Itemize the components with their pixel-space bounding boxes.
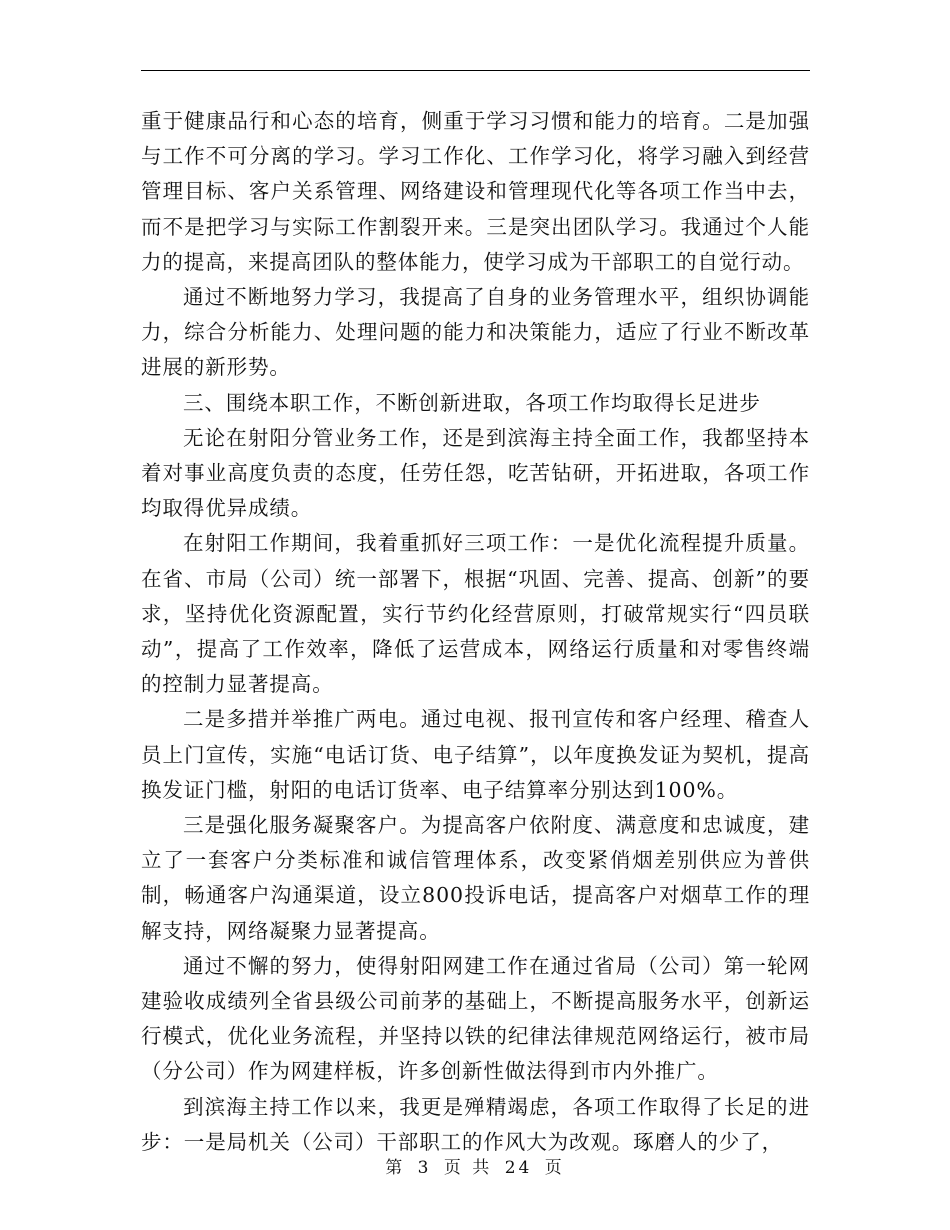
paragraph-8: 通过不懈的努力，使得射阳网建工作在通过省局（公司）第一轮网建验收成绩列全省县级公司前茅的基础上，不断提高服务水平，创新运行模式，优化业务流程，并坚持以铁的纪律法律规范网络运行，被市局（分公司）作为网建样板，许多创新性做法得到市内外推广。 — [141, 953, 810, 1084]
document-body — [141, 104, 810, 1160]
paragraph-6: 二是多措并举推广两电。通过电视、报刊宣传和客户经理、稽查人员上门宣传，实施“电话订货、电子结算”，以年度换发证为契机，提高换发证门槛，射阳的电话订货率、电子结算率分别达到100%。 — [141, 707, 810, 802]
page-footer — [0, 1153, 950, 1178]
paragraph-7: 三是强化服务凝聚客户。为提高客户依附度、满意度和忠诚度，建立了一套客户分类标准和诚信管理体系，改变紧俏烟差别供应为普供制，畅通客户沟通渠道，设立800投诉电话，提高客户对烟草工作的理解支持，网络凝聚力显著提高。 — [141, 813, 810, 943]
paragraph-9: 到滨海主持工作以来，我更是殚精竭虑，各项工作取得了长足的进步：一是局机关（公司）干部职工的作风大为改观。琢磨人的少了， — [141, 1094, 810, 1154]
footer-middle: 页 共 — [443, 1158, 493, 1178]
footer-page-number: 3 — [417, 1158, 432, 1178]
section-heading-3: 三、围绕本职工作，不断创新进取，各项工作均取得长足进步 — [183, 390, 761, 415]
paragraph-1: 重于健康品行和心态的培育，侧重于学习习惯和能力的培育。二是加强与工作不可分离的学习。学习工作化、工作学习化，将学习融入到经营管理目标、客户关系管理、网络建设和管理现代化等各项工作当中去，而不是把学习与实际工作割裂开来。三是突出团队学习。我通过个人能力的提高，来提高团队的整体能力，使学习成为干部职工的自觉行动。 — [141, 109, 810, 274]
header-rule — [141, 70, 810, 71]
paragraph-4: 无论在射阳分管业务工作，还是到滨海主持全面工作，我都坚持本着对事业高度负责的态度，任劳任怨，吃苦钻研，开拓进取，各项工作均取得优异成绩。 — [141, 425, 810, 521]
paragraph-5: 在射阳工作期间，我着重抓好三项工作：一是优化流程提升质量。在省、市局（公司）统一部署下，根据“巩固、完善、提高、创新”的要求，坚持优化资源配置，实行节约化经营原则，打破常规实行“四员联动”，提高了工作效率，降低了运营成本，网络运行质量和对零售终端的控制力显著提高。 — [141, 531, 810, 697]
footer-total-pages: 24 — [504, 1158, 533, 1178]
footer-suffix: 页 — [544, 1158, 565, 1178]
footer-prefix: 第 — [385, 1158, 406, 1178]
paragraph-2: 通过不断地努力学习，我提高了自身的业务管理水平，组织协调能力，综合分析能力、处理问题的能力和决策能力，适应了行业不断改革进展的新形势。 — [141, 285, 810, 380]
